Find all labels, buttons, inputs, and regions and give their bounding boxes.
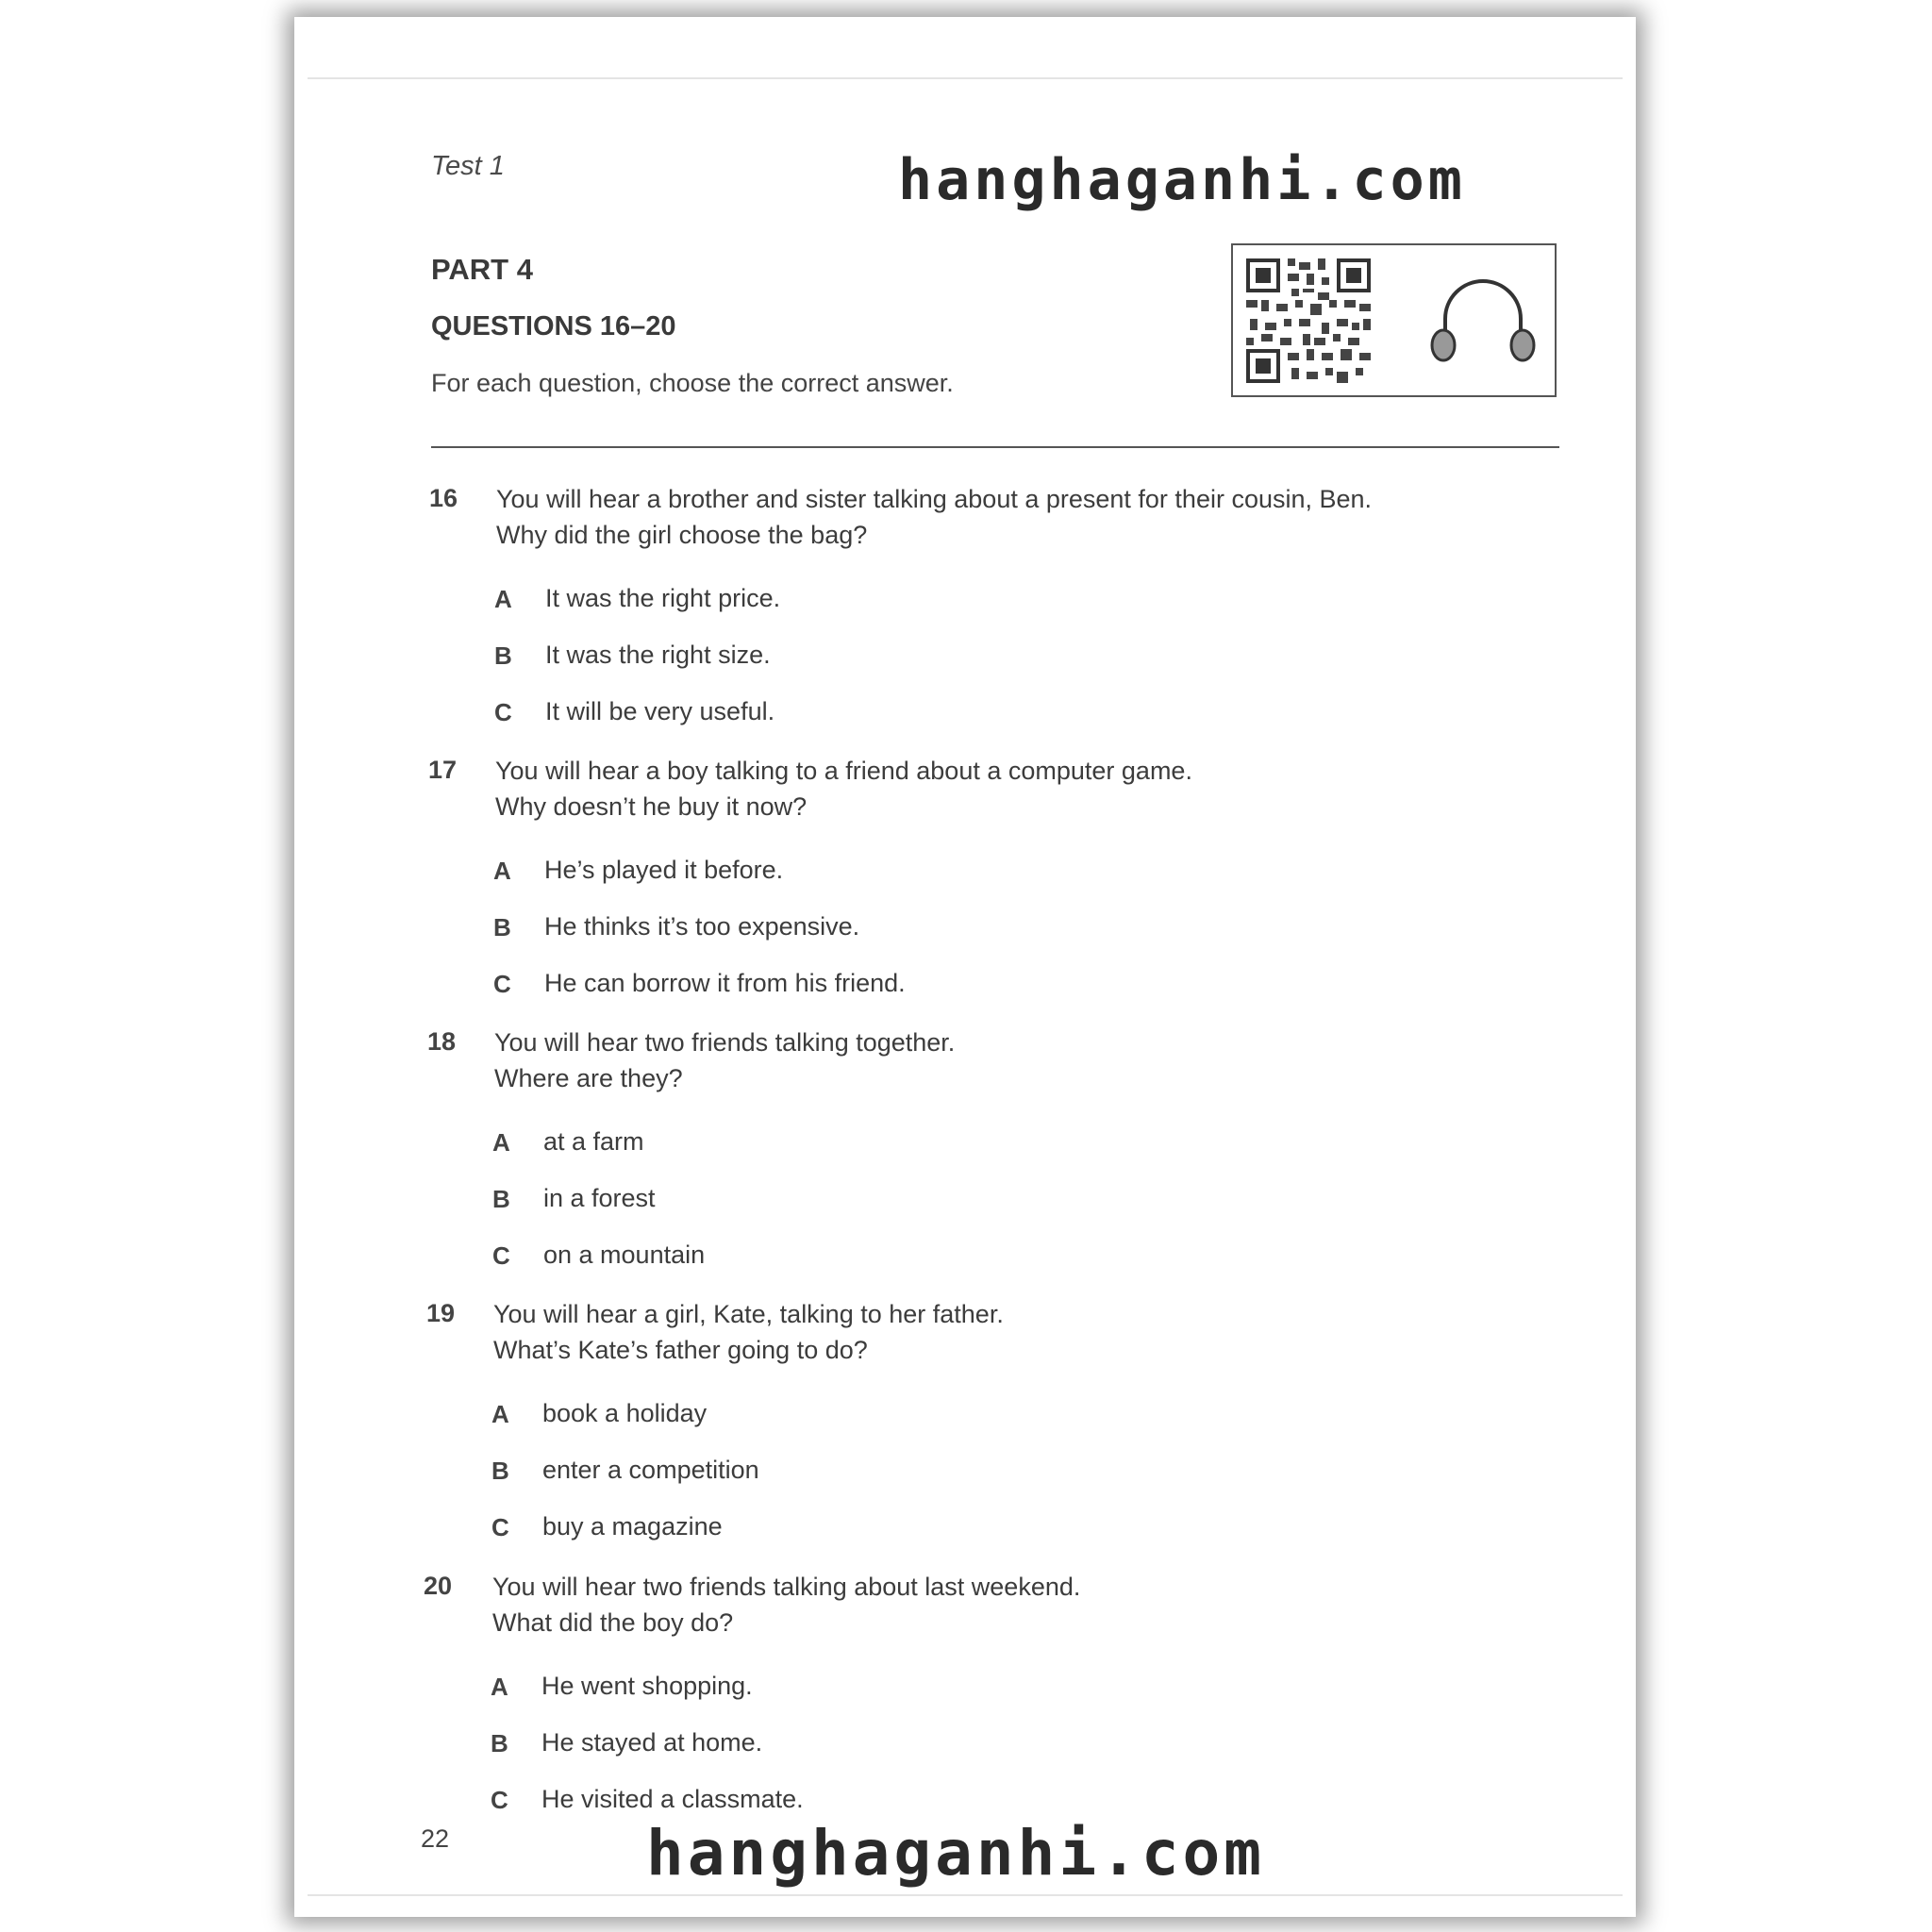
option-letter: B	[494, 641, 512, 670]
question-number: 17	[428, 756, 458, 784]
page-bottom-edge	[308, 1894, 1623, 1896]
question-stem: Why did the girl choose the bag?	[496, 521, 868, 549]
question-stem: What did the boy do?	[492, 1608, 734, 1637]
question-prompt: You will hear two friends talking together.	[494, 1028, 956, 1057]
question-prompt: You will hear a girl, Kate, talking to her father.	[493, 1300, 1004, 1328]
option-letter: A	[491, 1673, 508, 1701]
option-letter: A	[493, 857, 511, 885]
question-stem: Where are they?	[494, 1064, 683, 1092]
option-letter: C	[491, 1786, 508, 1814]
option-letter: B	[492, 1185, 510, 1213]
option-text: He’s played it before.	[544, 856, 784, 884]
page-top-edge	[308, 77, 1623, 79]
watermark-bottom: hanghaganhi.com	[646, 1817, 1266, 1890]
option-text: in a forest	[543, 1184, 656, 1212]
option-text: at a farm	[543, 1127, 644, 1156]
option-text: It was the right size.	[545, 641, 771, 669]
question-number: 20	[424, 1572, 453, 1600]
question-stem: Why doesn’t he buy it now?	[495, 792, 808, 821]
option-text: He stayed at home.	[541, 1728, 763, 1757]
option-text: It will be very useful.	[545, 697, 775, 725]
option-text: buy a magazine	[542, 1512, 723, 1541]
option-text: He went shopping.	[541, 1672, 753, 1700]
test-label: Test 1	[431, 151, 505, 181]
option-letter: C	[491, 1513, 509, 1541]
option-text: He thinks it’s too expensive.	[544, 912, 860, 941]
option-text: enter a competition	[542, 1456, 759, 1484]
questions-range: QUESTIONS 16–20	[431, 311, 676, 341]
page-number: 22	[421, 1824, 450, 1853]
question-prompt: You will hear two friends talking about last weekend.	[492, 1573, 1081, 1601]
headphones-icon	[1426, 274, 1540, 368]
question-number: 19	[426, 1299, 456, 1327]
option-letter: B	[491, 1457, 509, 1485]
option-letter: A	[491, 1400, 509, 1428]
option-letter: C	[492, 1241, 510, 1270]
option-text: book a holiday	[542, 1399, 708, 1427]
option-letter: C	[493, 970, 511, 998]
audio-box	[1231, 243, 1557, 397]
option-text: on a mountain	[543, 1241, 706, 1269]
option-text: He visited a classmate.	[541, 1785, 804, 1813]
option-letter: A	[494, 585, 512, 613]
option-letter: B	[491, 1729, 508, 1757]
option-text: He can borrow it from his friend.	[544, 969, 906, 997]
option-letter: C	[494, 698, 512, 726]
instruction-text: For each question, choose the correct answer.	[431, 369, 954, 397]
option-text: It was the right price.	[545, 584, 781, 612]
option-letter: A	[492, 1128, 510, 1157]
part-title: PART 4	[431, 253, 533, 286]
question-stem: What’s Kate’s father going to do?	[493, 1336, 868, 1364]
option-letter: B	[493, 913, 511, 941]
qr-code-icon	[1246, 258, 1371, 383]
watermark-top: hanghaganhi.com	[898, 147, 1466, 213]
question-number: 16	[429, 484, 458, 512]
section-divider	[431, 446, 1559, 448]
question-number: 18	[427, 1027, 457, 1056]
question-prompt: You will hear a brother and sister talking about a present for their cousin, Ben.	[496, 485, 1373, 513]
question-prompt: You will hear a boy talking to a friend about a computer game.	[495, 757, 1192, 785]
exam-page	[294, 17, 1636, 1917]
